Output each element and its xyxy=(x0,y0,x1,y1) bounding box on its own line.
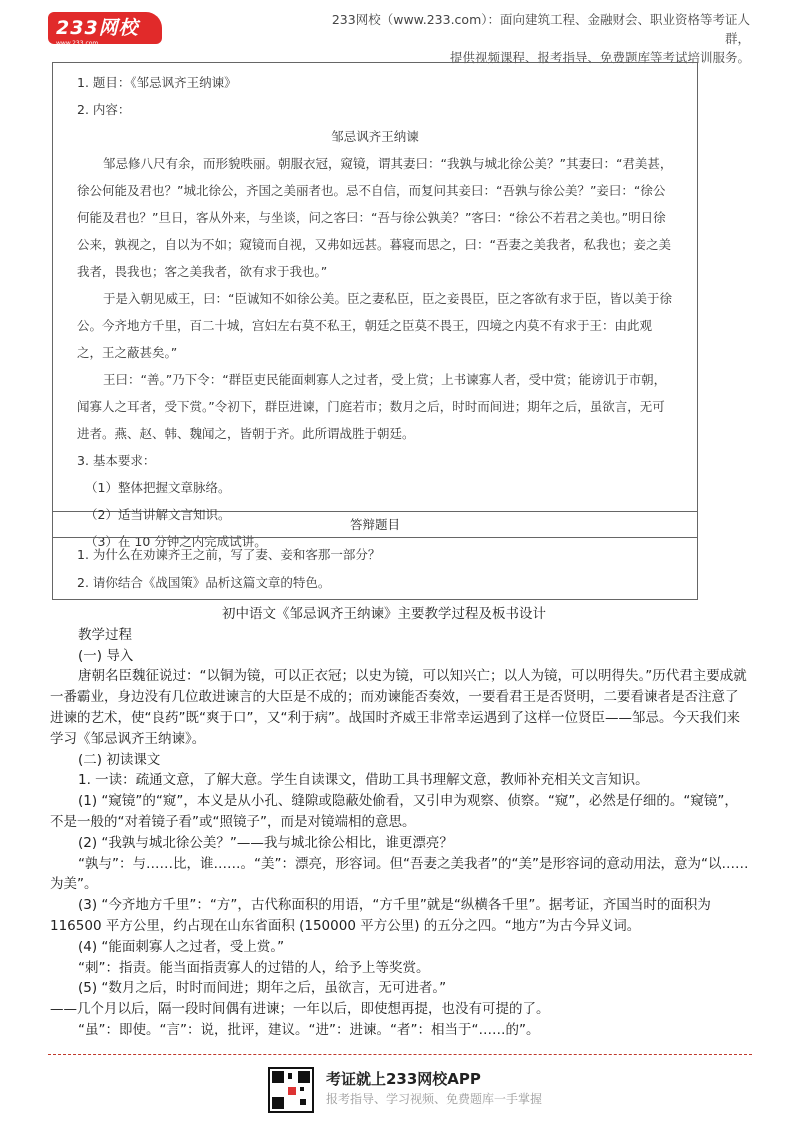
note-5-detail: ——几个月以后，隔一段时间偶有进谏；一年以后，即使想再提，也没有可提的了。 xyxy=(50,1001,550,1018)
note-5-words: “虽”：即使。“言”：说，批评，建议。“进”：进谏。“者”：相当于“……的”。 xyxy=(78,1021,540,1038)
note-5: (5) “数月之后，时时而间进；期年之后，虽欲言，无可进者。” xyxy=(78,980,447,997)
process-heading: 教学过程 xyxy=(78,626,132,643)
logo-url: www.233.com xyxy=(56,40,99,47)
note-2-detail: “孰与”：与……比，谁……。“美”：漂亮，形容词。但“吾妻之美我者”的“美”是形容词的意动用法，意为“以……为美”。 xyxy=(50,855,749,893)
section-reading-heading: (二) 初读课文 xyxy=(78,751,161,768)
note-2: (2) “我孰与城北徐公美？”——我与城北徐公相比，谁更漂亮？ xyxy=(78,834,453,851)
note-4: (4) “能面刺寡人之过者，受上赏。” xyxy=(78,938,285,955)
qr-code-icon xyxy=(268,1067,314,1113)
page-header xyxy=(0,0,800,65)
exam-question-box xyxy=(52,62,698,600)
intro-paragraph: 唐朝名臣魏征说过：“以铜为镜，可以正衣冠；以史为镜，可以知兴亡；以人为镜，可以明得失。”历代君主要成就一番霸业，身边没有几位敢进谏言的大臣是不成的；而劝谏能否奏效，一要看君王是否贤明，二要看谏者是否注意了进谏的艺术，使“良药”既“爽于口”，又“利于病”。战国时齐威王非常幸运遇到了这样一位贤臣——邹忌。今天我们来学习《邹忌讽齐王纳谏》。 xyxy=(50,668,747,747)
exam-item-content: 2. 内容： xyxy=(77,102,131,117)
note-4-detail: “刺”：指责。能当面指责寡人的过错的人，给予上等奖赏。 xyxy=(78,959,430,976)
answer-section-heading: 答辩题目 xyxy=(53,512,697,538)
note-1: (1) “窥镜”的“窥”，本义是从小孔、缝隙或隐蔽处偷看，又引申为观察、侦察。“窥”，必然是仔细的。“窥镜”，不是一般的“对着镜子看”或“照镜子”，而是对镜端相的意思。 xyxy=(50,793,738,830)
lesson-title: 初中语文《邹忌讽齐王纳谏》主要教学过程及板书设计 xyxy=(222,606,546,622)
lesson-content xyxy=(50,604,750,1041)
header-description xyxy=(310,10,750,67)
footer-app-title: 考证就上233网校APP xyxy=(326,1070,481,1088)
section-intro-heading: (一) 导入 xyxy=(78,647,134,664)
answer-question-2: 2. 请你结合《战国策》品析这篇文章的特色。 xyxy=(77,575,331,590)
footer-divider xyxy=(48,1054,752,1055)
header-line-2: 提供视频课程、报考指导、免费题库等考试培训服务。 xyxy=(449,50,750,65)
note-3: (3) “今齐地方千里”：“方”，古代称面积的用语，“方千里”就是“纵横各千里”。据考证，齐国当时的面积为 116500 平方公里，约占现在山东省面积 (150000 平方公里) 的五分之四。“地方”为古今异义词。 xyxy=(50,897,711,934)
passage-paragraph-3: 王曰：“善。”乃下令：“群臣吏民能面刺寡人之过者，受上赏；上书谏寡人者，受中赏；能谤讥于市朝，闻寡人之耳者，受下赏。”令初下，群臣进谏，门庭若市；数月之后，时时而间进；期年之后，虽欲言，无可进者。燕、赵、韩、魏闻之，皆朝于齐。此所谓战胜于朝廷。 xyxy=(77,372,667,441)
answer-question-1: 1. 为什么在劝谏齐王之前，写了妻、妾和客那一部分？ xyxy=(77,547,381,562)
passage-paragraph-1: 邹忌修八尺有余，而形貌昳丽。朝服衣冠，窥镜，谓其妻曰：“我孰与城北徐公美？”其妻曰：“君美甚，徐公何能及君也？”城北徐公，齐国之美丽者也。忌不自信，而复问其妾曰：“吾孰与徐公美？”妾曰：“徐公何能及君也？”旦日，客从外来，与坐谈，问之客曰：“吾与徐公孰美？”客曰：“徐公不若君之美也。”明日徐公来，孰视之，自以为不如；窥镜而自视，又弗如远甚。暮寝而思之，曰：“吾妻之美我者，私我也；妾之美我者，畏我也；客之美我者，欲有求于我也。” xyxy=(77,156,673,279)
passage-paragraph-2: 于是入朝见威王，曰：“臣诚知不如徐公美。臣之妻私臣，臣之妾畏臣，臣之客欲有求于臣，皆以美于徐公。今齐地方千里，百二十城，宫妇左右莫不私王，朝廷之臣莫不畏王，四境之内莫不有求于王：由此观之，王之蔽甚矣。” xyxy=(77,291,672,360)
answer-questions xyxy=(53,539,697,599)
footer-app-subtitle: 报考指导、学习视频、免费题库一手掌握 xyxy=(326,1092,543,1106)
header-line-1: 233网校（www.233.com）：面向建筑工程、金融财会、职业资格等考证人群， xyxy=(331,12,750,46)
exam-item-requirements: 3. 基本要求： xyxy=(77,453,156,468)
requirement-1: （1）整体把握文章脉络。 xyxy=(85,480,231,495)
exam-item-title: 1. 题目：《邹忌讽齐王纳谏》 xyxy=(77,75,237,90)
reading-step-1: 1. 一读：疏通文意，了解大意。学生自读课文，借助工具书理解文意，教师补充相关文言知识。 xyxy=(78,772,649,789)
requirement-3: （3）在 10 分钟之内完成试讲。 xyxy=(85,534,267,549)
requirement-2: （2）适当讲解文言知识。 xyxy=(85,507,231,522)
logo-text: 233网校 xyxy=(56,17,139,39)
passage-title: 邹忌讽齐王纳谏 xyxy=(331,129,419,144)
